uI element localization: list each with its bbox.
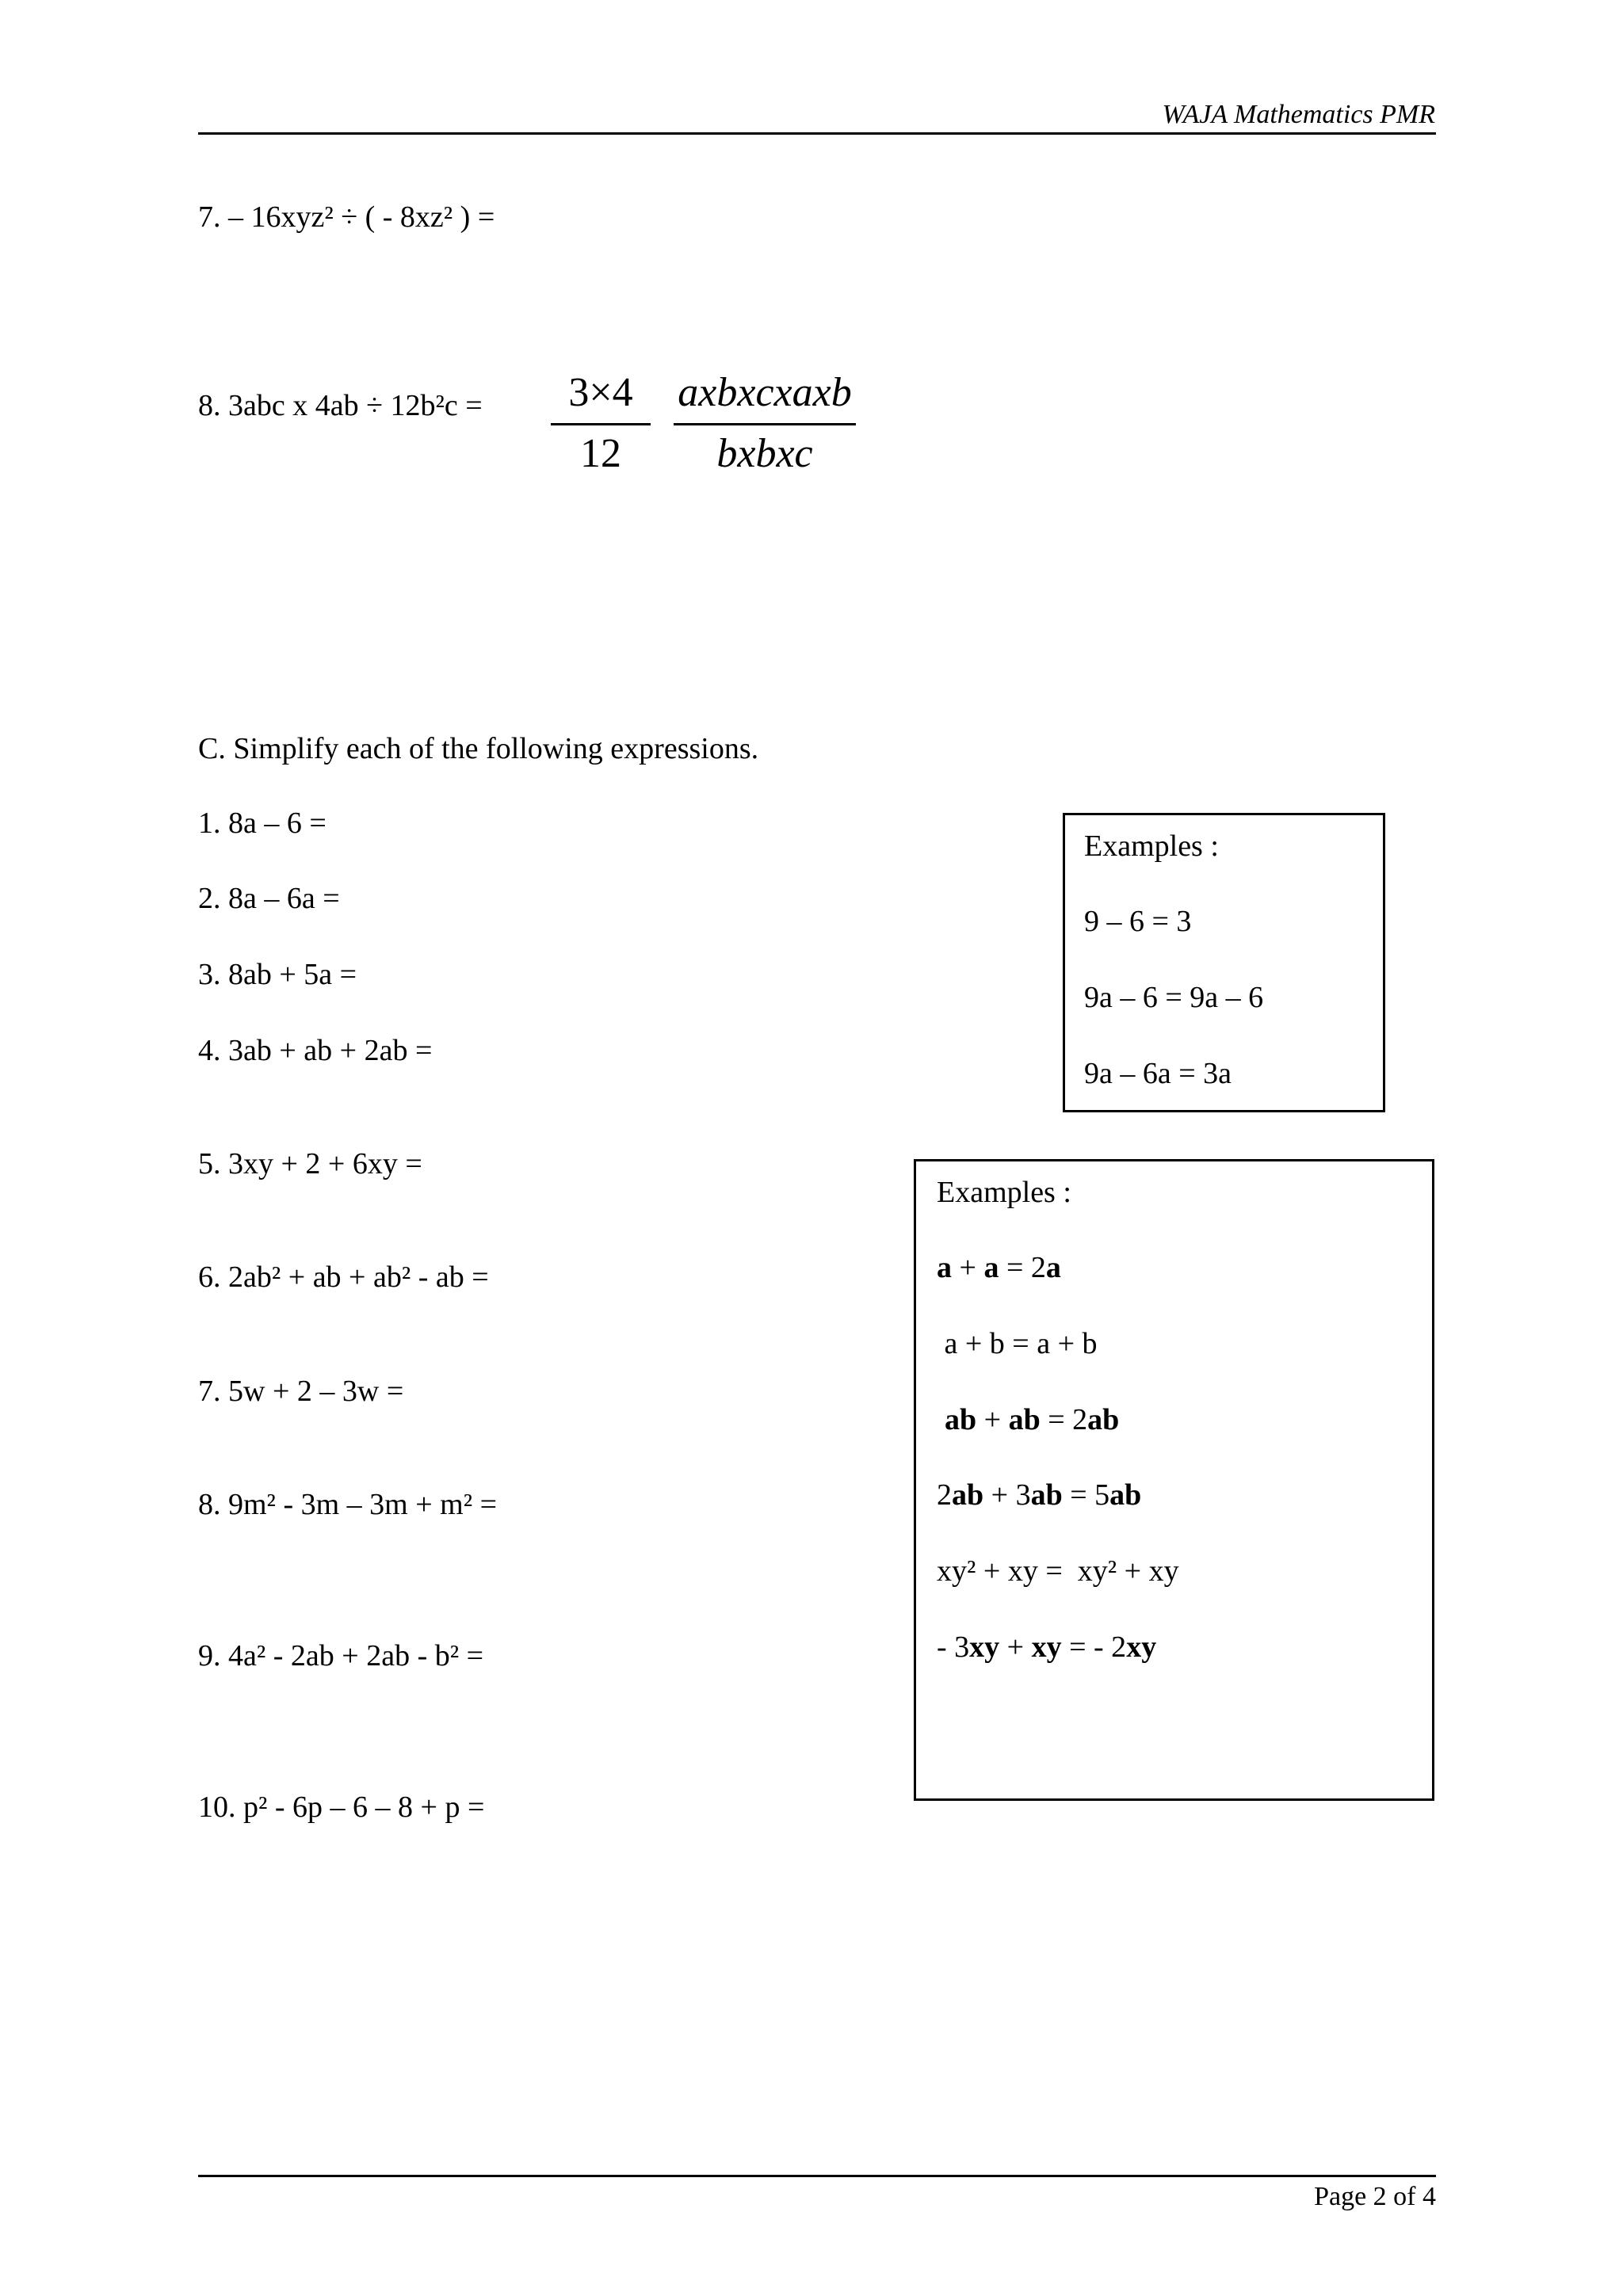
question-c4: 4. 3ab + ab + 2ab =	[198, 1034, 433, 1067]
fraction-numeric-numerator: 3×4	[568, 370, 633, 415]
fraction-numeric	[551, 372, 651, 475]
footer-rule	[198, 2175, 1436, 2177]
fraction-variables-bar	[674, 423, 856, 425]
example-line-a-plus-b: a + b = a + b	[937, 1327, 1098, 1360]
question-c6: 6. 2ab² + ab + ab² - ab =	[198, 1261, 489, 1294]
examples-box-basic-line: 9a – 6 = 9a – 6	[1084, 981, 1264, 1014]
question-c3: 3. 8ab + 5a =	[198, 958, 357, 991]
examples-box-like-terms	[914, 1159, 1434, 1801]
question-c10: 10. p² - 6p – 6 – 8 + p =	[198, 1791, 485, 1824]
example-line-xy2-plus-xy: xy² + xy = xy² + xy	[937, 1554, 1179, 1588]
question-b7: 7. – 16xyz² ÷ ( - 8xz² ) =	[198, 200, 495, 234]
page-number: Page 2 of 4	[1314, 2182, 1436, 2211]
fraction-numeric-denominator: 12	[580, 431, 621, 476]
header-title: WAJA Mathematics PMR	[1162, 100, 1435, 129]
question-c5: 5. 3xy + 2 + 6xy =	[198, 1147, 422, 1180]
question-c8: 8. 9m² - 3m – 3m + m² =	[198, 1488, 498, 1521]
question-c2: 2. 8a – 6a =	[198, 882, 340, 915]
question-c9: 9. 4a² - 2ab + 2ab - b² =	[198, 1639, 484, 1672]
question-b8-label: 8. 3abc x 4ab ÷ 12b²c =	[198, 389, 483, 422]
question-c1: 1. 8a – 6 =	[198, 807, 327, 840]
fraction-variables-denominator: bxbxc	[716, 431, 813, 476]
example-line-ab-plus-ab: ab + ab = 2ab	[945, 1403, 1120, 1436]
fraction-variables	[674, 372, 856, 475]
examples-box-like-terms-title: Examples :	[937, 1176, 1071, 1209]
question-c7: 7. 5w + 2 – 3w =	[198, 1375, 404, 1408]
fraction-variables-numerator: axbxcxaxb	[678, 370, 852, 415]
header-rule	[198, 132, 1436, 135]
example-line-neg-3xy-plus-xy: - 3xy + xy = - 2xy	[937, 1630, 1157, 1664]
examples-box-basic-title: Examples :	[1084, 830, 1219, 863]
fraction-numeric-bar	[551, 423, 651, 425]
example-line-a-plus-a: a + a = 2a	[937, 1251, 1061, 1284]
examples-box-basic	[1063, 813, 1385, 1112]
section-c-heading: C. Simplify each of the following expressions.	[198, 732, 759, 765]
examples-box-basic-line: 9 – 6 = 3	[1084, 905, 1192, 938]
examples-box-basic-line: 9a – 6a = 3a	[1084, 1057, 1232, 1090]
example-line-2ab-plus-3ab: 2ab + 3ab = 5ab	[937, 1478, 1142, 1512]
